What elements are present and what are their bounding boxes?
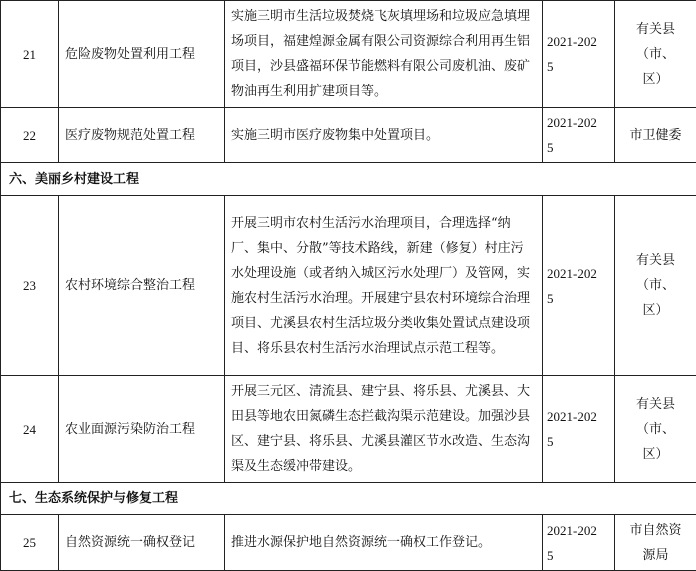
responsible-line: 市卫健委 <box>615 123 696 148</box>
project-period <box>543 108 615 163</box>
project-period <box>543 1 615 108</box>
responsible-line: 有关县 <box>615 248 696 273</box>
table-row <box>1 1 696 108</box>
project-description: 开展三元区、清流县、建宁县、将乐县、尤溪县、大田县等地农田氮磷生态拦截沟渠示范建设。加强沙县区、建宁县、将乐县、尤溪县灌区节水改造、生态沟渠及生态缓冲带建设。 <box>225 376 543 483</box>
responsible-line: （市、 <box>615 273 696 298</box>
responsible-line: 市自然资 <box>615 518 696 543</box>
project-period <box>543 196 615 376</box>
responsible-unit <box>615 196 696 376</box>
row-number: 21 <box>1 1 59 108</box>
responsible-unit <box>615 376 696 483</box>
table-row <box>1 515 696 571</box>
period-line: 5 <box>547 286 614 311</box>
table-row <box>1 196 696 376</box>
row-number: 22 <box>1 108 59 163</box>
project-description: 实施三明市医疗废物集中处置项目。 <box>225 108 543 163</box>
row-number: 23 <box>1 196 59 376</box>
project-name: 农村环境综合整治工程 <box>59 196 225 376</box>
responsible-unit <box>615 1 696 108</box>
period-line: 5 <box>547 543 614 568</box>
responsible-line: 有关县 <box>615 17 696 42</box>
period-line: 2021-202 <box>547 404 614 429</box>
project-name: 自然资源统一确权登记 <box>59 515 225 571</box>
project-period <box>543 376 615 483</box>
section-row <box>1 163 696 196</box>
responsible-line: 源局 <box>615 543 696 568</box>
responsible-line: （市、 <box>615 42 696 67</box>
responsible-unit <box>615 108 696 163</box>
project-name: 医疗废物规范处置工程 <box>59 108 225 163</box>
project-description: 推进水源保护地自然资源统一确权工作登记。 <box>225 515 543 571</box>
project-name: 危险废物处置利用工程 <box>59 1 225 108</box>
period-line: 2021-202 <box>547 518 614 543</box>
period-line: 5 <box>547 135 614 160</box>
project-description: 实施三明市生活垃圾焚烧飞灰填埋场和垃圾应急填埋场项目，福建煌源金属有限公司资源综合利用再生铝项目，沙县盛福环保节能燃料有限公司废机油、废矿物油再生利用扩建项目等。 <box>225 1 543 108</box>
responsible-line: （市、 <box>615 417 696 442</box>
responsible-line: 有关县 <box>615 392 696 417</box>
period-line: 5 <box>547 54 614 79</box>
table-row <box>1 376 696 483</box>
table-row <box>1 108 696 163</box>
period-line: 5 <box>547 429 614 454</box>
section-heading: 七、生态系统保护与修复工程 <box>1 483 696 515</box>
responsible-line: 区） <box>615 67 696 92</box>
period-line: 2021-202 <box>547 261 614 286</box>
project-name: 农业面源污染防治工程 <box>59 376 225 483</box>
project-description: 开展三明市农村生活污水治理项目，合理选择“纳厂、集中、分散”等技术路线，新建（修复）村庄污水处理设施（或者纳入城区污水处理厂）及管网，实施农村生活污水治理。开展建宁县农村环境综合治理项目、尤溪县农村生活垃圾分类收集处置试点建设项目、将乐县农村生活污水治理试点示范工程等。 <box>225 196 543 376</box>
project-period <box>543 515 615 571</box>
row-number: 25 <box>1 515 59 571</box>
period-line: 2021-202 <box>547 29 614 54</box>
period-line: 2021-202 <box>547 110 614 135</box>
responsible-unit <box>615 515 696 571</box>
section-heading: 六、美丽乡村建设工程 <box>1 163 696 196</box>
responsible-line: 区） <box>615 298 696 323</box>
row-number: 24 <box>1 376 59 483</box>
section-row <box>1 483 696 515</box>
responsible-line: 区） <box>615 442 696 467</box>
